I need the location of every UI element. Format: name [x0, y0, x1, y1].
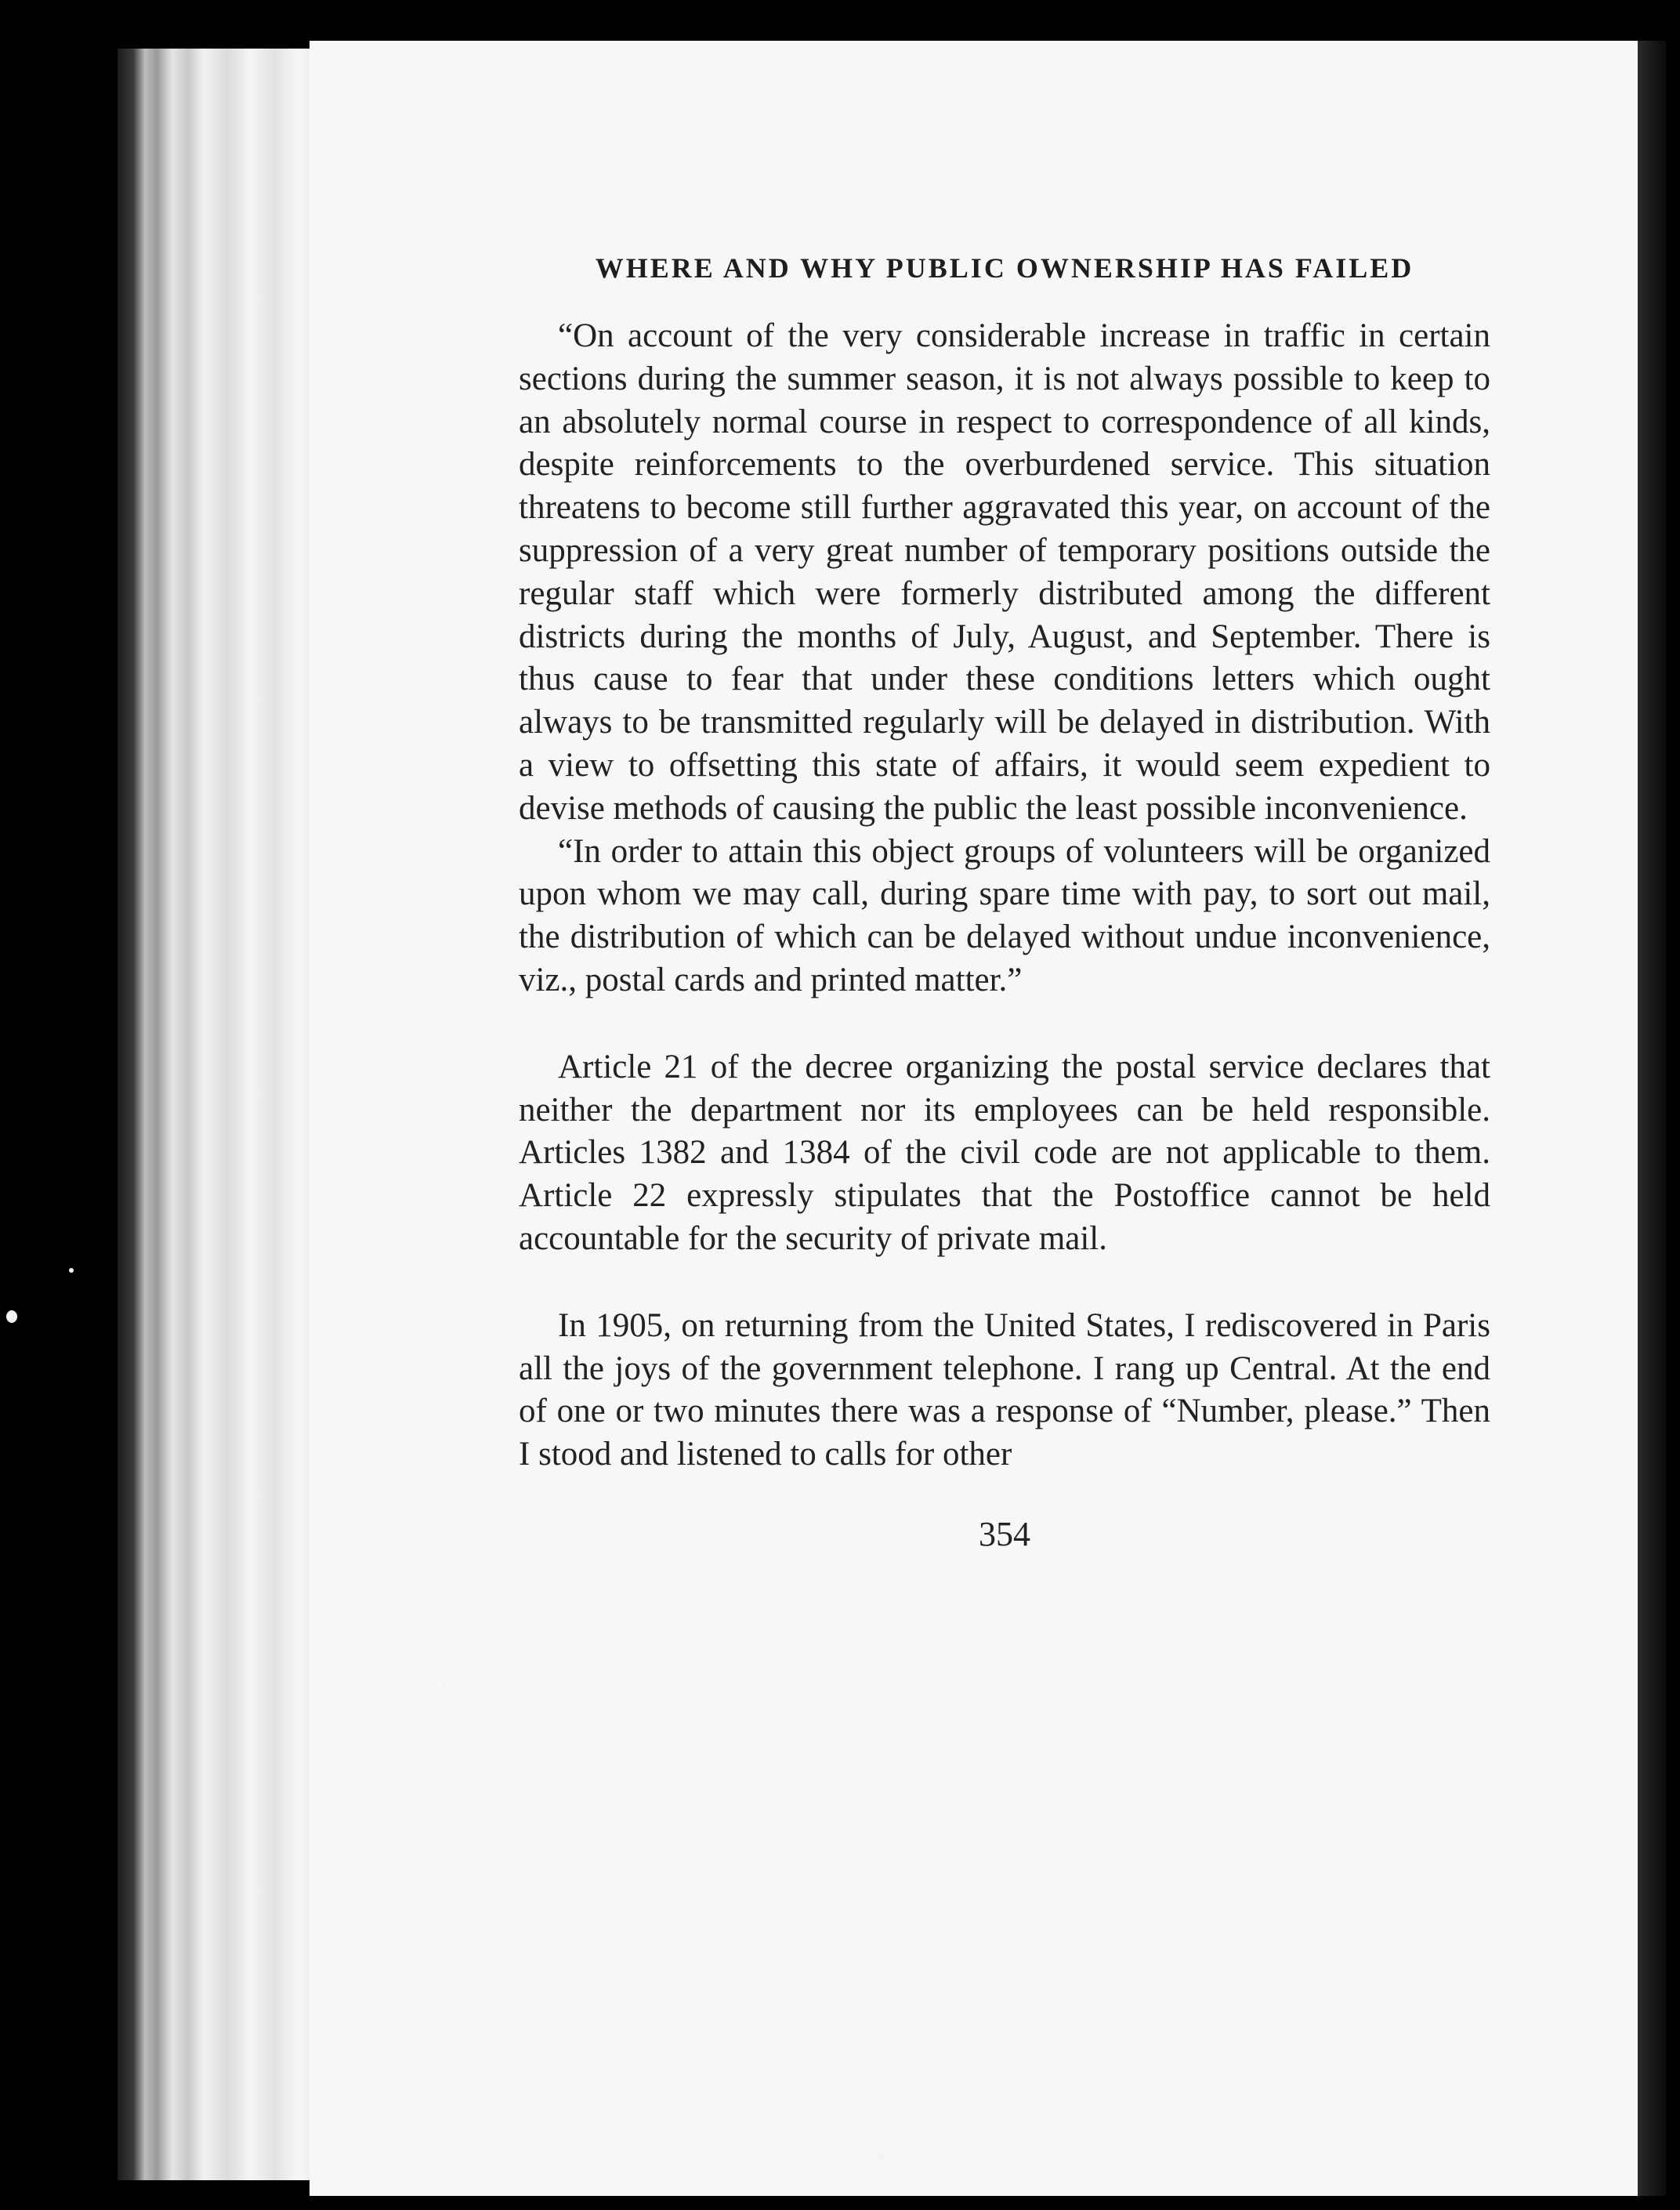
- dust-speck: [6, 1310, 17, 1323]
- paragraph-gap: [519, 1002, 1490, 1046]
- page-text: [519, 245, 1490, 1554]
- running-head: WHERE AND WHY PUBLIC OWNERSHIP HAS FAILED: [595, 252, 1414, 284]
- paragraph-gap: [519, 1261, 1490, 1305]
- paragraph: Article 21 of the decree organizing the postal service declares that neither the department nor its employees can be held responsible. Articles 1382 and 1384 of the civil code are not applicable to them. Article 22 expressly stipulates that the Postoffice cannot be held accountable for the security of private mail.: [519, 1048, 1490, 1257]
- dust-speck: [443, 1683, 446, 1688]
- page-number: 354: [979, 1514, 1030, 1553]
- dust-speck: [879, 2154, 884, 2160]
- book-gutter: [1638, 41, 1666, 2196]
- page-edges: [118, 49, 313, 2180]
- paragraph: “In order to attain this object groups of volunteers will be organized upon whom we may call, during spare time with pay, to sort out mail, the distribution of which can be delayed without undue inconvenience, viz., postal cards and printed matter.”: [519, 832, 1490, 998]
- paragraph: “On account of the very considerable increase in traffic in certain sections during the summer season, it is not always possible to keep to an absolutely normal course in respect to correspondence of all kinds, despite reinforcements to the overburdened service. This situation threatens to become still further aggravated this year, on account of the suppression of a very great number of temporary positions outside the regular staff which were formerly distributed among the different districts during the months of July, August, and September. There is thus cause to fear that under these conditions letters which ought always to be transmitted regularly will be delayed in distribution. With a view to offsetting this state of affairs, it would seem expedient to devise methods of causing the public the least possible inconvenience.: [519, 317, 1490, 827]
- dust-speck: [69, 1268, 74, 1273]
- paragraph: In 1905, on returning from the United States, I rediscovered in Paris all the joys of the government telephone. I rang up Central. At the end of one or two minutes there was a response of “Number, please.” Then I stood and listened to calls for other: [519, 1306, 1490, 1473]
